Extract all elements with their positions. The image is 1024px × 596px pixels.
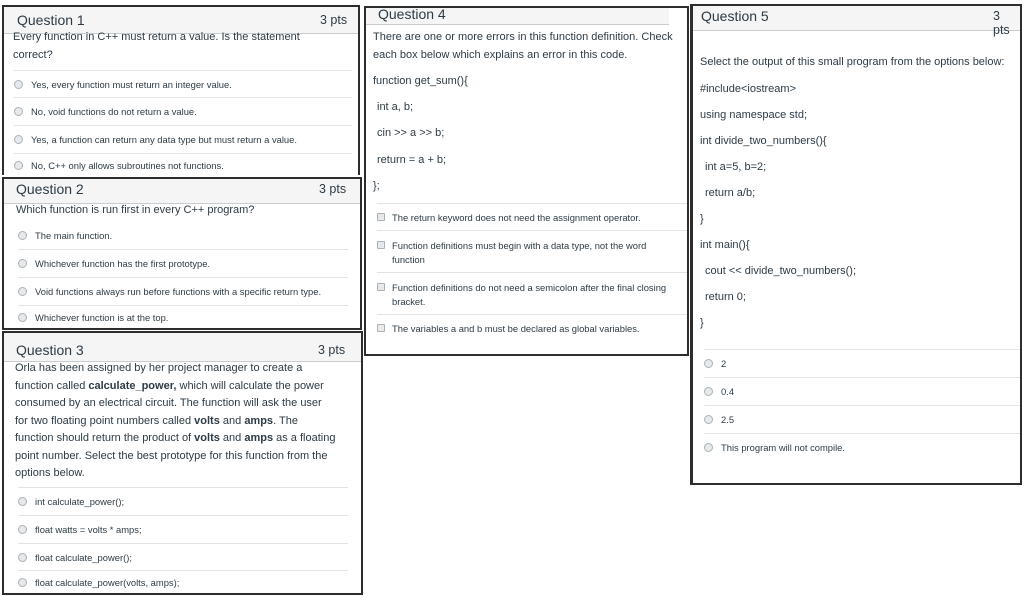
answer-label: Void functions always run before functions with a specific return type.: [35, 286, 322, 297]
answer-label: Whichever function has the first prototype.: [35, 258, 211, 269]
question-3-text-l5d: amps: [244, 432, 274, 444]
radio-button[interactable]: [18, 231, 27, 240]
radio-button[interactable]: [14, 161, 23, 170]
question-3-text-line4: [15, 413, 298, 430]
question-4-text-line1: There are one or more errors in this function definition. Check: [373, 31, 673, 43]
question-5-title: Question 5: [701, 8, 769, 24]
question-5-code-line2: using namespace std;: [700, 109, 808, 121]
question-3-answer-2[interactable]: [18, 515, 348, 543]
question-3-answer-4[interactable]: [18, 570, 348, 594]
question-2-answer-4[interactable]: [18, 305, 348, 329]
answer-label: Whichever function is at the top.: [35, 312, 169, 323]
question-2-answer-3[interactable]: [18, 277, 348, 305]
question-5-answer-1[interactable]: [704, 349, 1020, 377]
question-3-text-l4b: volts: [194, 415, 220, 427]
question-5-answer-4[interactable]: [704, 433, 1020, 461]
question-5-code-line7: int main(){: [700, 239, 750, 251]
question-2-panel: [2, 177, 362, 330]
radio-button[interactable]: [18, 313, 27, 322]
answer-label: float watts = volts * amps;: [35, 524, 142, 535]
question-3-panel: [2, 331, 363, 595]
answer-label: [392, 239, 646, 267]
question-5-code-line6: }: [700, 213, 704, 225]
checkbox[interactable]: [377, 241, 385, 249]
question-3-text-l5c: and: [219, 432, 245, 444]
answer-label-line1: Function definitions must begin with a data type, not the word: [392, 240, 647, 251]
question-3-text-l7: options below.: [15, 467, 85, 479]
answer-label: 2: [721, 358, 727, 369]
answer-label: float calculate_power();: [35, 551, 132, 563]
question-4-code-line2: int a, b;: [377, 101, 414, 113]
question-2-answer-1[interactable]: [18, 221, 348, 249]
question-4-answer-2[interactable]: [377, 230, 689, 270]
question-1-answer-3[interactable]: [14, 125, 352, 153]
question-3-text-line3: [15, 395, 322, 412]
checkbox[interactable]: [377, 213, 385, 221]
question-3-text-l5b: volts: [194, 432, 220, 444]
question-5-text: Select the output of this small program from the options below:: [700, 56, 1005, 68]
question-3-text-line2: [15, 378, 324, 395]
answer-label: No, C++ only allows subroutines not functions.: [31, 160, 224, 171]
question-5-code-line10: }: [700, 317, 704, 329]
question-5-answer-3[interactable]: [704, 405, 1020, 433]
question-4-answer-1[interactable]: [377, 203, 689, 230]
answer-label: int calculate_power();: [35, 496, 125, 507]
answer-label: float calculate_power(volts, amps);: [35, 577, 180, 588]
answer-label: No, void functions do not return a value.: [31, 106, 197, 117]
question-3-text-l4d: amps: [244, 415, 274, 427]
radio-button[interactable]: [704, 415, 713, 424]
question-3-points: 3 pts: [318, 343, 346, 357]
question-1-panel: [2, 5, 360, 175]
question-4-panel: [364, 6, 689, 356]
question-3-answer-1[interactable]: [18, 487, 348, 515]
question-1-text-line1: Every function in C++ must return a value. Is the statement: [13, 31, 300, 43]
question-4-code-line5: };: [373, 180, 380, 192]
question-3-text-l2a: function called: [15, 380, 89, 392]
radio-button[interactable]: [14, 135, 23, 144]
answer-label: The variables a and b must be declared as global variables.: [392, 322, 640, 334]
question-3-text-l4a: for two floating point numbers called: [15, 415, 195, 427]
question-5-answer-2[interactable]: [704, 377, 1020, 405]
radio-button[interactable]: [704, 387, 713, 396]
answer-label: [392, 281, 666, 309]
question-1-answer-1[interactable]: [14, 70, 352, 97]
question-3-text-l1: Orla has been assigned by her project manager to create a: [15, 362, 303, 374]
radio-button[interactable]: [704, 443, 713, 452]
question-1-title: Question 1: [17, 12, 85, 28]
question-3-title: Question 3: [16, 342, 84, 358]
question-3-text-l2c: which will calculate the power: [176, 380, 324, 392]
radio-button[interactable]: [18, 525, 27, 534]
question-4-answer-3[interactable]: [377, 272, 689, 314]
question-3-text-l2b: calculate_power,: [88, 380, 177, 392]
radio-button[interactable]: [18, 553, 27, 562]
radio-button[interactable]: [18, 497, 27, 506]
answer-label: 0.4: [721, 386, 735, 397]
question-5-code-line4: int a=5, b=2;: [705, 161, 767, 173]
question-3-text-l5e: as a floating: [273, 432, 336, 444]
question-3-text-l3: consumed by an electrical circuit. The function will ask the user: [15, 397, 322, 409]
radio-button[interactable]: [14, 80, 23, 89]
question-4-title: Question 4: [378, 6, 446, 22]
answer-label: The return keyword does not need the assignment operator.: [392, 211, 641, 223]
question-5-code-line5: return a/b;: [705, 187, 756, 199]
question-3-text-line7: [15, 465, 85, 482]
answer-label: The main function.: [35, 229, 113, 241]
question-5-code-line1: #include<iostream>: [700, 83, 797, 95]
answer-label-line1: Function definitions do not need a semicolon after the final closing: [392, 282, 667, 293]
radio-button[interactable]: [18, 578, 27, 587]
answer-label: This program will not compile.: [721, 442, 845, 453]
answer-label-line2: bracket.: [392, 296, 426, 307]
question-1-answer-4[interactable]: [14, 153, 352, 175]
question-4-code-line3: cin >> a >> b;: [377, 127, 445, 139]
question-2-title: Question 2: [16, 181, 84, 197]
question-2-answer-2[interactable]: [18, 249, 348, 277]
question-5-panel: [690, 4, 1022, 485]
question-5-code-line9: return 0;: [705, 291, 746, 303]
radio-button[interactable]: [704, 359, 713, 368]
question-3-text-line5: [15, 430, 335, 447]
answer-label: 2.5: [721, 414, 735, 425]
question-5-points: 3 pts: [993, 9, 1010, 37]
radio-button[interactable]: [18, 259, 27, 268]
question-4-text-line2: each box below which explains an error in this code.: [373, 49, 628, 61]
question-3-text-l6: point number. Select the best prototype for this function from the: [15, 450, 328, 462]
checkbox[interactable]: [377, 324, 385, 332]
answer-label-line2: function: [392, 254, 425, 265]
answer-label: Yes, every function must return an integer value.: [31, 78, 232, 90]
answer-label: Yes, a function can return any data type but must return a value.: [31, 134, 297, 145]
question-5-code-line8: cout << divide_two_numbers();: [705, 265, 857, 277]
question-3-text-line1: [15, 360, 302, 377]
question-2-points: 3 pts: [319, 182, 347, 196]
question-1-text-line2: correct?: [13, 49, 53, 61]
question-1-answer-2[interactable]: [14, 97, 352, 125]
question-3-text-l5a: function should return the product of: [15, 432, 195, 444]
question-4-answer-4[interactable]: [377, 314, 689, 341]
question-3-answer-3[interactable]: [18, 543, 348, 570]
checkbox[interactable]: [377, 283, 385, 291]
question-3-text-line6: [15, 448, 327, 465]
radio-button[interactable]: [14, 107, 23, 116]
question-3-text-l4e: . The: [273, 415, 298, 427]
question-2-text: Which function is run first in every C++ program?: [16, 204, 255, 216]
radio-button[interactable]: [18, 287, 27, 296]
question-1-points: 3 pts: [320, 13, 348, 27]
question-4-code-line4: return = a + b;: [377, 154, 447, 166]
question-4-code-line1: function get_sum(){: [373, 75, 468, 87]
question-3-text-l4c: and: [219, 415, 245, 427]
question-5-code-line3: int divide_two_numbers(){: [700, 135, 827, 147]
